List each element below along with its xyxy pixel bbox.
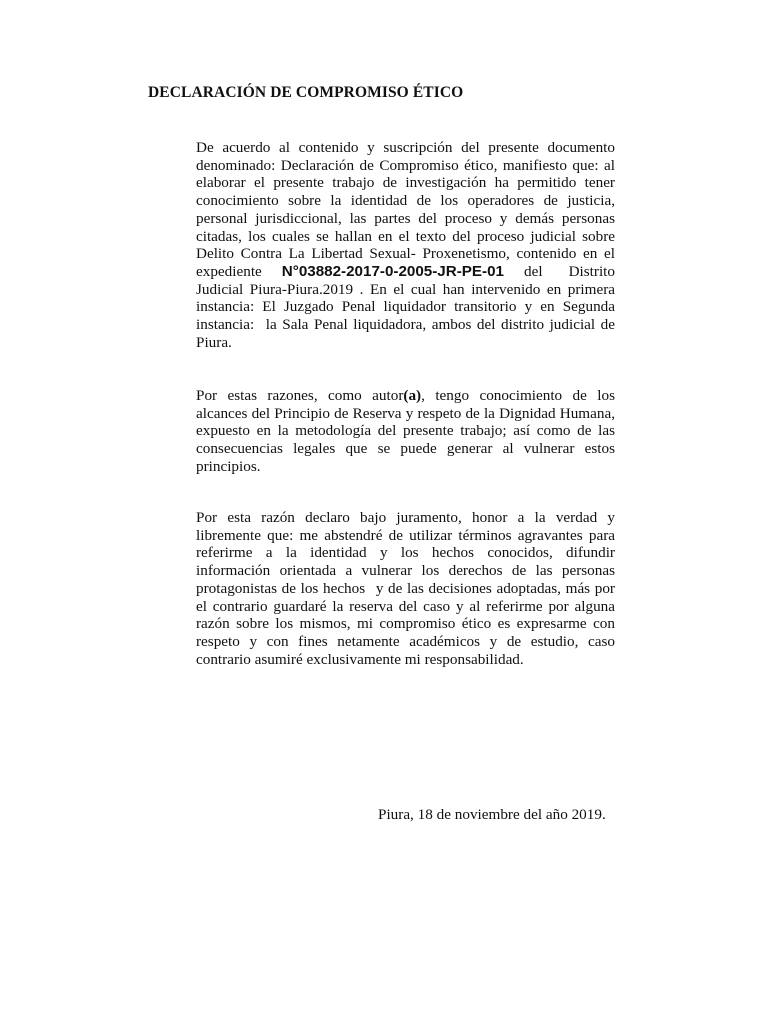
signature-date: Piura, 18 de noviembre del año 2019. xyxy=(378,806,606,823)
paragraph-oath-rest: y de las decisiones adoptadas, más por el contrario guardaré la reserva del caso y al referirme por alguna razón sobre los mismos, mi compromiso ético es expresarme con respeto y con fines netamente académicos y de estudio, caso contrario asumiré exclusivamente mi responsabilidad. xyxy=(196,579,615,668)
paragraph-oath-start: Por esta razón declaro bajo juramento, honor a la verdad y libremente que: me abstendré de utilizar términos agravantes para referirme a la identidad y los hechos conocidos, difundir información orientada a vulnerar los derechos de las personas protagonistas de los hechos xyxy=(196,509,615,597)
paragraph-intro-continuation: del Distrito Judicial Piura-Piura.2019 . En el cual han intervenido en primera instancia: El Juzgado Penal liquidador transitorio y en Segunda instancia: xyxy=(196,262,615,334)
paragraph-declaration-intro xyxy=(196,139,615,351)
paragraph-principles xyxy=(196,387,615,476)
paragraph-principles-start: Por estas razones, como autor xyxy=(196,387,404,404)
paragraph-principles-rest: , tengo conocimiento de los alcances del Principio de Reserva y respeto de la Dignidad Humana, expuesto en la metodología del presente trabajo; así como de las consecuencias legales que se puede generar al vulnerar estos principios. xyxy=(196,387,616,475)
document-title: DECLARACIÓN DE COMPROMISO ÉTICO xyxy=(148,84,464,101)
paragraph-oath xyxy=(196,509,615,668)
author-suffix: (a) xyxy=(403,387,422,404)
paragraph-intro-text: De acuerdo al contenido y suscripción del presente documento denominado: Declaración de Compromiso ético, manifiesto que: al elaborar el presente trabajo de investigación ha permitido tener conocimiento sobre la identidad de los operadores de justicia, personal jurisdiccional, las partes del proceso y demás personas citadas, los cuales se hallan en el texto del proceso judicial sobre Delito Contra La Libertad Sexual- Proxenetismo, contenido en el expediente xyxy=(196,139,615,280)
paragraph-intro-end: la Sala Penal liquidadora, ambos del distrito judicial de Piura. xyxy=(196,316,616,351)
case-number: N°03882-2017-0-2005-JR-PE-01 xyxy=(281,262,504,280)
